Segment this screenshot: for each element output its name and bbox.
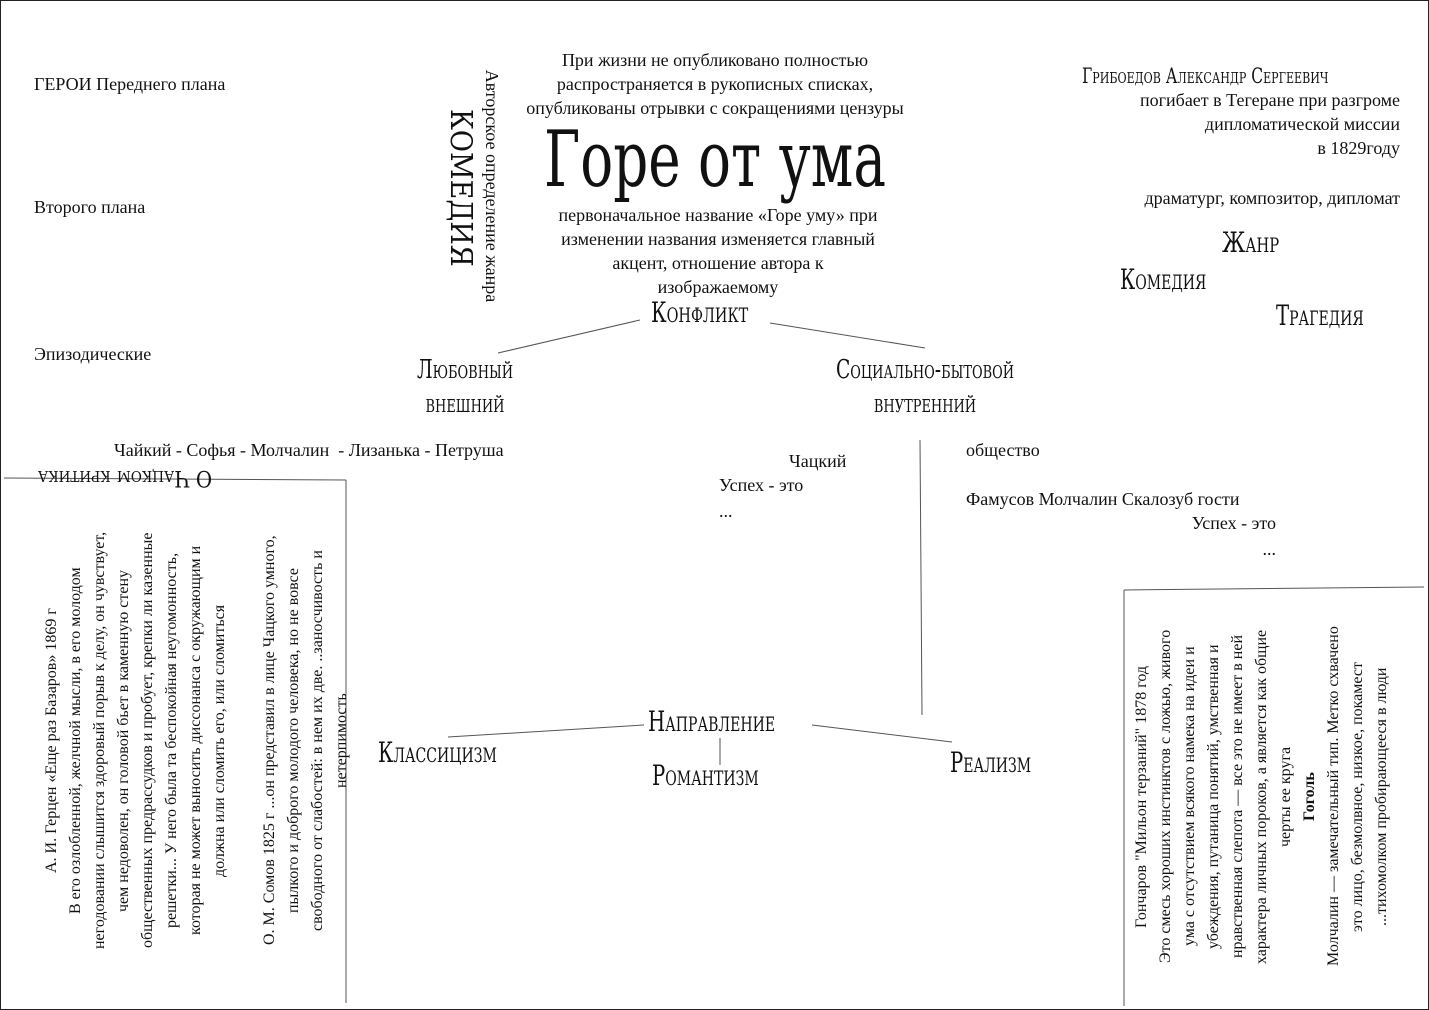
- direction-realism: Реализм: [950, 746, 1032, 779]
- somov-line: О. М. Сомов 1825 г ...он представил в лице Чацкого умного,: [261, 535, 278, 946]
- herzen-line: В его озлобленной, желчной мысли, в его молодом: [67, 567, 84, 914]
- somov-line: пылкого и доброго молодого человека, но не вовсе: [285, 567, 302, 914]
- herzen-line: должна или сломить его, или сломиться: [211, 604, 228, 877]
- genre-tragedy: Трагедия: [1276, 299, 1364, 332]
- goncharov-line: Гончаров "Мильон терзаний" 1878 год: [1133, 665, 1150, 928]
- genre-label: Жанр: [1222, 226, 1280, 259]
- critics-columns: [40, 488, 350, 993]
- society-success: Успех - это: [1191, 513, 1276, 533]
- herzen-line: общественных предрассудков и пробует, крепки ли казенные: [139, 532, 156, 949]
- goncharov-line: ума с отсутствием всякого намека на идеи и: [1181, 646, 1198, 947]
- author-name: Грибоедов Александр Сергеевич: [1082, 64, 1329, 88]
- original-name-line: изображаемому: [657, 277, 779, 297]
- direction-classicism: Классицизм: [378, 736, 497, 769]
- critics-text-block: [40, 488, 350, 998]
- goncharov-line: Это смесь хороших инстинктов с ложью, живого: [1157, 629, 1174, 964]
- line-social-direction: [920, 440, 922, 715]
- original-name-line: первоначальное название «Горе уму» при: [558, 205, 878, 225]
- direction-romanticism: Романтизм: [652, 759, 759, 792]
- direction-label: Направление: [648, 705, 776, 738]
- line-conflict-social: [770, 323, 925, 348]
- love-conflict-label: Любовный: [416, 355, 514, 385]
- love-chain: Чайкий - Софья - Молчалин - Лизанька - Петруша: [114, 440, 504, 460]
- conflict-label: Конфликт: [651, 296, 749, 329]
- episodic-heroes-label: Эпизодические: [34, 344, 152, 364]
- author-death-line: в 1829году: [1317, 138, 1400, 158]
- herzen-line: решетки... У него была та беспокойная неугомонность,: [163, 552, 180, 929]
- goncharov-box-top: [1124, 587, 1424, 590]
- somov-line: свободного от слабостей: в нем их две. ..заносчивость и: [309, 550, 326, 931]
- goncharov-columns: [1130, 594, 1420, 999]
- social-conflict: [770, 353, 1080, 421]
- foreground-heroes-label: ГЕРОИ Переднего плана: [34, 74, 226, 94]
- author-death: [1040, 88, 1400, 160]
- original-name-line: акцент, отношение автора к: [612, 253, 824, 273]
- publication-note-line: При жизни не опубликовано полностью: [561, 50, 869, 70]
- play-title: Горе от ума: [544, 115, 886, 205]
- author-roles: драматург, композитор, дипломат: [1144, 188, 1400, 208]
- herzen-line: которая не может выносить диссонанса с окружающим и: [187, 545, 204, 936]
- social-conflict-sub: внутренний: [873, 389, 977, 419]
- author-genre-comedy: КОМЕДИЯ: [443, 109, 478, 267]
- society-label: общество: [966, 440, 1040, 460]
- line-conflict-love: [498, 320, 640, 353]
- gogol-line: Гоголь: [1301, 772, 1318, 821]
- original-name-line: изменении названия изменяется главный: [561, 229, 875, 249]
- goncharov-line: убеждения, путаница понятий, умственная и: [1205, 644, 1222, 949]
- genre-comedy: Комедия: [1120, 263, 1207, 296]
- original-name-note: [508, 203, 928, 299]
- goncharov-line: черты ее круга: [1277, 746, 1294, 847]
- love-conflict-sub: внешний: [425, 389, 505, 419]
- gogol-quote-line: Молчалин — замечательный тип. Метко схвачено: [1325, 626, 1342, 967]
- critics-spacer: [232, 488, 258, 993]
- author-death-line: дипломатической миссии: [1204, 114, 1400, 134]
- somov-line: нетерпимость: [333, 693, 350, 788]
- goncharov-text-block: [1130, 594, 1420, 1004]
- herzen-line: негодовании слышится здоровый порыв к делу, он чувствует,: [91, 531, 108, 950]
- publication-note-line: распространяется в рукописных списках,: [556, 74, 874, 94]
- publication-note-line: опубликованы отрывки с сокращениями цензуры: [526, 98, 904, 118]
- society-members: Фамусов Молчалин Скалозуб гости: [966, 489, 1240, 509]
- gogol-quote-line: ...тихомолком пробирающееся в люди: [1373, 667, 1390, 926]
- goncharov-line: нравственная слепота — все это не имеет в ней: [1229, 634, 1246, 959]
- author-genre-note: Авторское определение жанра: [482, 69, 502, 303]
- secondary-heroes-label: Второго плана: [34, 197, 146, 217]
- goncharov-line: характера личных пороков, а является как общие: [1253, 629, 1270, 964]
- herzen-line: А. И. Герцен «Еще раз Базаров» 1869 г: [43, 608, 60, 873]
- society-dots: ...: [1262, 539, 1276, 559]
- gogol-quote-line: это лицо, безмолвное, низкое, покамест: [1349, 661, 1366, 932]
- herzen-line: чем недоволен, он головой бьет в каменную стену: [115, 569, 132, 912]
- critics-heading: О Чацком критика: [37, 465, 213, 490]
- chatsky-success: Успех - это: [719, 475, 804, 495]
- author-death-line: погибает в Тегеране при разгроме: [1140, 90, 1400, 110]
- social-conflict-label: Социально-бытовой: [835, 355, 1015, 385]
- title-wrap: [490, 115, 940, 205]
- publication-note: [490, 48, 940, 120]
- chatsky-dots: ...: [719, 501, 733, 521]
- chatsky-name: Чацкий: [789, 451, 847, 471]
- line-direction-realism: [812, 725, 952, 742]
- love-conflict: [365, 353, 565, 421]
